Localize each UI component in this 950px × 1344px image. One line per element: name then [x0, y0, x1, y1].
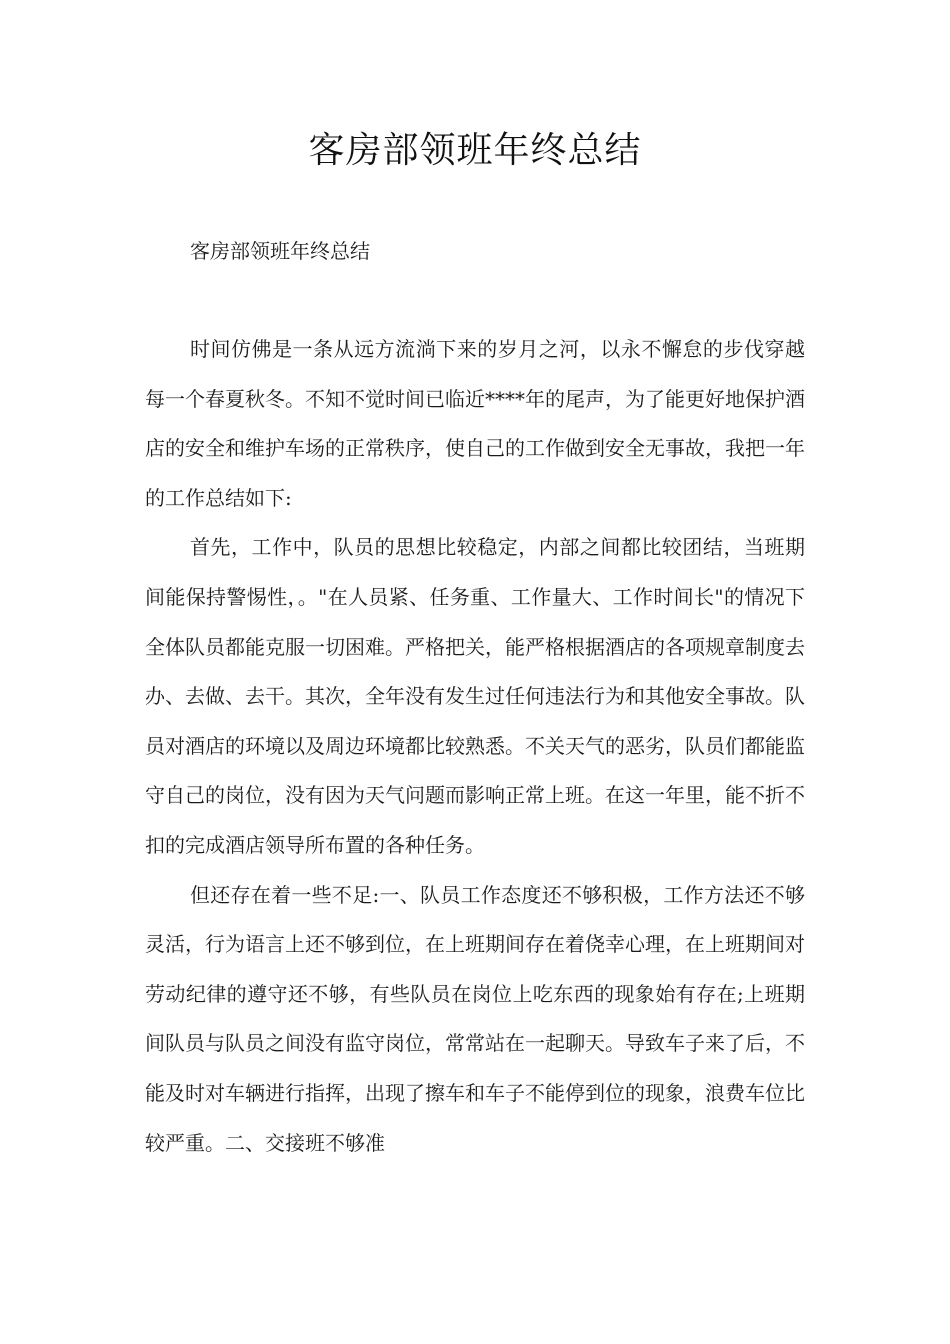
body-paragraph: 首先，工作中，队员的思想比较稳定，内部之间都比较团结，当班期间能保持警惕性，。"在人员紧、任务重、工作量大、工作时间长"的情况下全体队员都能克服一切困难。严格把关，能严格根据酒店的各项规章制度去办、去做、去干。其次，全年没有发生过任何违法行为和其他安全事故。队员对酒店的环境以及周边环境都比较熟悉。不关天气的恶劣，队员们都能监守自己的岗位，没有因为天气问题而影响正常上班。在这一年里，能不折不扣的完成酒店领导所布置的各种任务。: [145, 535, 805, 857]
body-paragraph: 时间仿佛是一条从远方流淌下来的岁月之河，以永不懈怠的步伐穿越每一个春夏秋冬。不知不觉时间已临近****年的尾声，为了能更好地保护酒店的安全和维护车场的正常秩序，使自己的工作做到安全无事故，我把一年的工作总结如下:: [145, 337, 805, 510]
body-paragraph: 但还存在着一些不足:一、队员工作态度还不够积极，工作方法还不够灵活，行为语言上还不够到位，在上班期间存在着侥幸心理，在上班期间对劳动纪律的遵守还不够，有些队员在岗位上吃东西的现象始有存在;上班期间队员与队员之间没有监守岗位，常常站在一起聊天。导致车子来了后，不能及时对车辆进行指挥，出现了擦车和车子不能停到位的现象，浪费车位比较严重。二、交接班不够准: [145, 882, 805, 1155]
document-title: 客房部领班年终总结: [308, 130, 642, 171]
document-subtitle: 客房部领班年终总结: [190, 239, 370, 263]
document-body: [145, 325, 805, 1168]
